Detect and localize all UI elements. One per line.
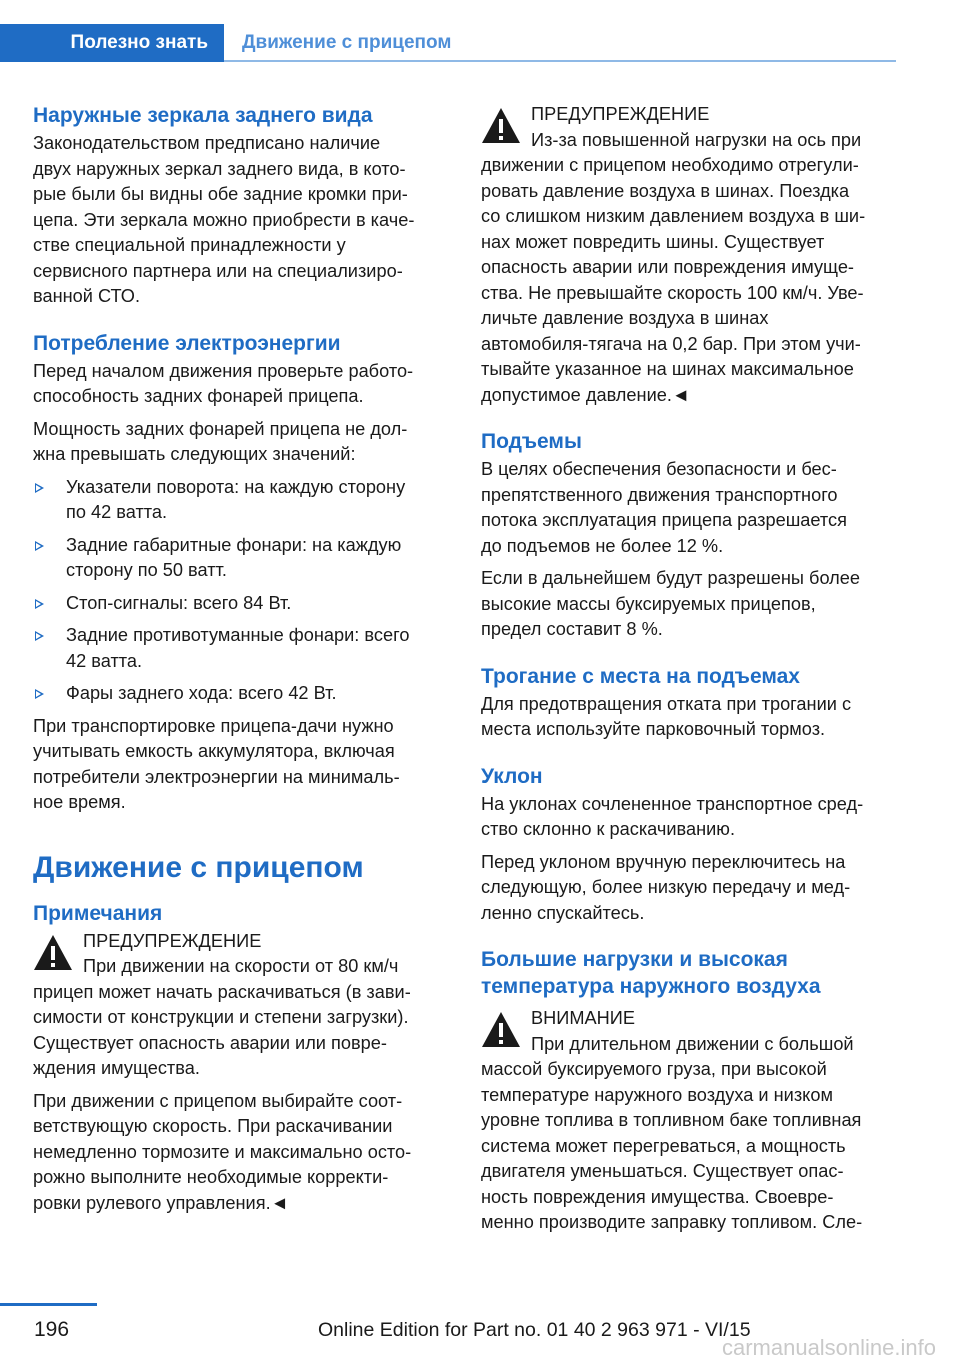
list-item: Стоп-сигналы: всего 84 Вт. bbox=[33, 591, 447, 617]
list-item: Задние габаритные фонари: на каждую сторону по 50 ватт. bbox=[33, 533, 447, 584]
warning-block: ПРЕДУПРЕЖДЕНИЕ При движении на скорости от 80 км/ч прицеп может начать раскачиваться (в зави- симости от конструкции и степени загрузки). Существует опасность аварии или повре- ждения имущества. bbox=[33, 929, 447, 1082]
heading-mirrors: Наружные зеркала заднего вида bbox=[33, 104, 373, 127]
bullet-triangle-icon bbox=[35, 483, 44, 493]
left-column bbox=[33, 102, 447, 1223]
warning-triangle-icon bbox=[481, 106, 521, 146]
list-item: Указатели поворота: на каждую сторону по 42 ватта. bbox=[33, 475, 447, 526]
edition-info: Online Edition for Part no. 01 40 2 963 971 - VI/15 bbox=[318, 1319, 751, 1341]
heading-hill-start: Трогание с места на подъемах bbox=[481, 664, 800, 688]
warning-block: ПРЕДУПРЕЖДЕНИЕ Из-за повышенной нагрузки на ось при движении с прицепом необходимо отрегули- ровать давление воздуха в шинах. Поездка со слишком низким давлением воздуха в ши- нах может повредить шины. Существует опасность аварии или повреждения имуще- ства. Не превышайте скорость 100 км/ч. Уве- личьте давление воздуха в шинах автомобиля-тягача на 0,2 бар. При этом учи- тывайте указанное на шинах максимальное допустимое давление.◄ bbox=[481, 102, 895, 408]
list-item: Задние противотуманные фонари: всего 42 ватта. bbox=[33, 623, 447, 674]
heading-high-load: Большие нагрузки и высокая температура наружного воздуха bbox=[481, 948, 821, 998]
paragraph-climbs: В целях обеспечения безопасности и бес- препятственного движения транспортного потока эксплуатация прицепа разрешается до подъемов не более 12 %. bbox=[481, 459, 847, 556]
bullet-triangle-icon bbox=[35, 541, 44, 551]
bullet-triangle-icon bbox=[35, 689, 44, 699]
bullet-triangle-icon bbox=[35, 631, 44, 641]
paragraph-slope-sway: На уклонах сочлененное транспортное сред- ство склонно к раскачиванию. bbox=[481, 793, 864, 839]
chapter-title: Движение с прицепом bbox=[33, 850, 364, 884]
list-item: Фары заднего хода: всего 42 Вт. bbox=[33, 681, 447, 707]
heading-climbs: Подъемы bbox=[481, 430, 582, 453]
warning-block: ВНИМАНИЕ При длительном движении с большой массой буксируемого груза, при высокой температуре наружного воздуха и низком уровне топлива в топливном баке топливная система может перегреваться, а мощность двигателя уменьшаться. Существует опас- ность повреждения имущества. Своевре- менно производите заправку топливом. Сле- bbox=[481, 1006, 895, 1236]
section-tab: Полезно знать bbox=[0, 24, 224, 62]
power-limits-list bbox=[33, 475, 447, 707]
paragraph-mirrors: Законодательством предписано наличие двух наружных зеркал заднего вида, в кото- рые были бы видны обе задние кромки при- цепа. Эти зеркала можно приобрести в каче- стве специальной принадлежности у сервисного партнера или на специализиро- ванной СТО. bbox=[33, 133, 415, 306]
warning-label: ПРЕДУПРЕЖДЕНИЕ bbox=[83, 930, 262, 951]
warning-label: ПРЕДУПРЕЖДЕНИЕ bbox=[531, 104, 710, 124]
header-rule bbox=[224, 60, 896, 62]
page-header bbox=[0, 24, 960, 62]
paragraph-climbs-limit: Если в дальнейшем будут разрешены более высокие массы буксируемых прицепов, предел составит 8 %. bbox=[481, 568, 860, 639]
warning-label: ВНИМАНИЕ bbox=[531, 1008, 635, 1028]
footer-rule bbox=[0, 1303, 97, 1306]
watermark: carmanualsonline.info bbox=[721, 1335, 936, 1360]
paragraph-sway: При движении с прицепом выбирайте соот- ветствующую скорость. При раскачивании немедленно тормозите и максимально осто- рожно выполните необходимые корректи- ровки рулевого управления.◄ bbox=[33, 1090, 412, 1213]
warning-triangle-icon bbox=[481, 1010, 521, 1050]
paragraph-power-check: Перед началом движения проверьте работо- способность задних фонарей прицепа. bbox=[33, 360, 414, 406]
page-number: 196 bbox=[34, 1318, 70, 1341]
heading-power: Потребление электроэнергии bbox=[33, 331, 341, 355]
warning-triangle-icon bbox=[33, 933, 73, 973]
paragraph-hill-start: Для предотвращения отката при трогании с места используйте парковочный тормоз. bbox=[481, 693, 852, 739]
breadcrumb: Движение с прицепом bbox=[242, 32, 452, 53]
heading-slope: Уклон bbox=[481, 764, 543, 788]
paragraph-battery: При транспортировке прицепа-дачи нужно учитывать емкость аккумулятора, включая потребители электроэнергии на минималь- ное время. bbox=[33, 715, 400, 812]
heading-notes: Примечания bbox=[33, 901, 163, 925]
paragraph-power-limit: Мощность задних фонарей прицепа не дол- жна превышать следующих значений: bbox=[33, 418, 408, 464]
bullet-triangle-icon bbox=[35, 599, 44, 609]
paragraph-slope-gear: Перед уклоном вручную переключитесь на следующую, более низкую передачу и мед- ленно спускайтесь. bbox=[481, 851, 851, 923]
right-column bbox=[481, 102, 895, 1243]
